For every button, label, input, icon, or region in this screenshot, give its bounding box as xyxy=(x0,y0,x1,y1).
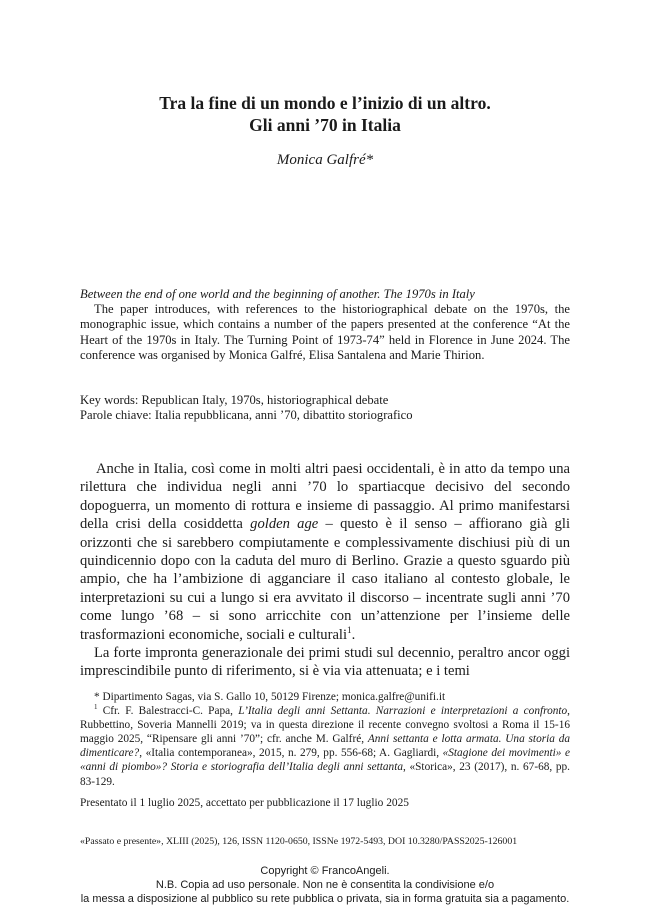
notice-line-2: la messa a disposizione al pubblico su rete pubblica o privata, sia in forma gratuita sia a pagamento. xyxy=(80,893,570,905)
abstract-title: Between the end of one world and the beginning of another. The 1970s in Italy xyxy=(80,287,475,301)
paragraph-2: La forte impronta generazionale dei primi studi sul decennio, peraltro ancor oggi imprescindibile punto di riferimento, si è via via attenuata; e i temi xyxy=(80,645,570,680)
keywords-it: Parole chiave: Italia repubblicana, anni ’70, dibattito storiografico xyxy=(80,408,413,423)
main-text xyxy=(80,460,570,681)
paragraph-1-text-a: Anche in Italia, così come in molti altri paesi occidentali, è in atto da tempo una rilettura che individua negli anni ’70 lo spartiacque decisivo del secondo dopoguerra, un momento di rottura e insieme di passaggio. Al primo manifestarsi della crisi della cosiddetta xyxy=(80,461,570,533)
footnote-1-text-d: , «Storica», 23 (2017), n. 67-68, pp. 83-129. xyxy=(80,761,570,788)
title-line-2: Gli anni ’70 in Italia xyxy=(249,115,401,135)
affiliation-note: * Dipartimento Sagas, via S. Gallo 10, 50129 Firenze; monica.galfre@unifi.it xyxy=(94,691,446,703)
footnote-ref-1[interactable]: 1 xyxy=(347,624,352,635)
copyright-line: Copyright © FrancoAngeli. xyxy=(260,865,390,877)
footnote-1-mark: 1 xyxy=(94,703,98,712)
journal-reference: «Passato e presente», XLIII (2025), 126, ISSN 1120-0650, ISSNe 1972-5493, DOI 10.3280/PASS2025-126001 xyxy=(80,836,518,847)
footnote-1-italic-3: «Stagione dei movimenti» e «anni di piombo»? Storia e storiografia dell’Italia degli anni settanta xyxy=(80,747,570,774)
received-dates: Presentato il 1 luglio 2025, accettato per pubblicazione il 17 luglio 2025 xyxy=(80,797,409,809)
footnotes xyxy=(80,690,570,789)
footnote-1-text-c: , «Italia contemporanea», 2015, n. 279, pp. 556-68; A. Gagliardi, xyxy=(139,747,443,760)
keywords-en: Key words: Republican Italy, 1970s, historiographical debate xyxy=(80,393,389,407)
paragraph-1-italic: golden age xyxy=(250,516,319,533)
notice-line-1: N.B. Copia ad uso personale. Non ne è consentita la condivisione e/o xyxy=(155,879,495,891)
title-line-1: Tra la fine di un mondo e l’inizio di un altro. xyxy=(159,93,491,113)
paragraph-1-text-b: – questo è il senso – affiorano già gli orizzonti che si sarebbero compiutamente e complessivamente dischiusi più di un quindicennio dopo con la caduta del muro di Berlino. Grazie a questo sguardo più ampio, che ha l’ambizione di agganciare il caso italiano al contesto globale, le interpretazioni su cui a lungo si era avvitato il discorso – incentrate sugli anni ’70 come lungo ’68 – si sono arricchite con un’attenzione per l’insieme delle trasformazioni economiche, sociali e culturali xyxy=(80,516,570,643)
abstract-text: The paper introduces, with references to the historiographical debate on the 1970s, the monographic issue, which contains a number of the papers presented at the conference “At the Heart of the 1970s in Italy. The Turning Point of 1973-74” held in Florence in June 2024. The conference was organised by Monica Galfré, Elisa Santalena and Marie Thirion. xyxy=(80,302,570,362)
footnote-1 xyxy=(80,704,570,789)
paragraph-1 xyxy=(80,460,570,644)
copyright-notice xyxy=(0,864,650,906)
abstract xyxy=(80,287,570,363)
footnote-1-text-a: Cfr. F. Balestracci-C. Papa, xyxy=(97,705,239,718)
footnote-1-italic-2: Anni settanta e lotta armata. Una storia da dimenticare? xyxy=(80,733,571,760)
keywords xyxy=(80,393,570,423)
footnote-1-italic-1: L’Italia degli anni Settanta. Narrazioni e interpretazioni a confronto xyxy=(238,705,568,718)
paragraph-1-end: . xyxy=(351,626,356,643)
footnote-1-text-b: , Rubbettino, Soveria Mannelli 2019; va in questa direzione il recente convegno svoltosi a Roma il 15-16 maggio 2025, “Ripensare gli anni ’70”; cfr. anche M. Galfré, xyxy=(80,705,570,746)
article-title xyxy=(80,92,570,136)
author-name: Monica Galfré* xyxy=(276,152,374,168)
